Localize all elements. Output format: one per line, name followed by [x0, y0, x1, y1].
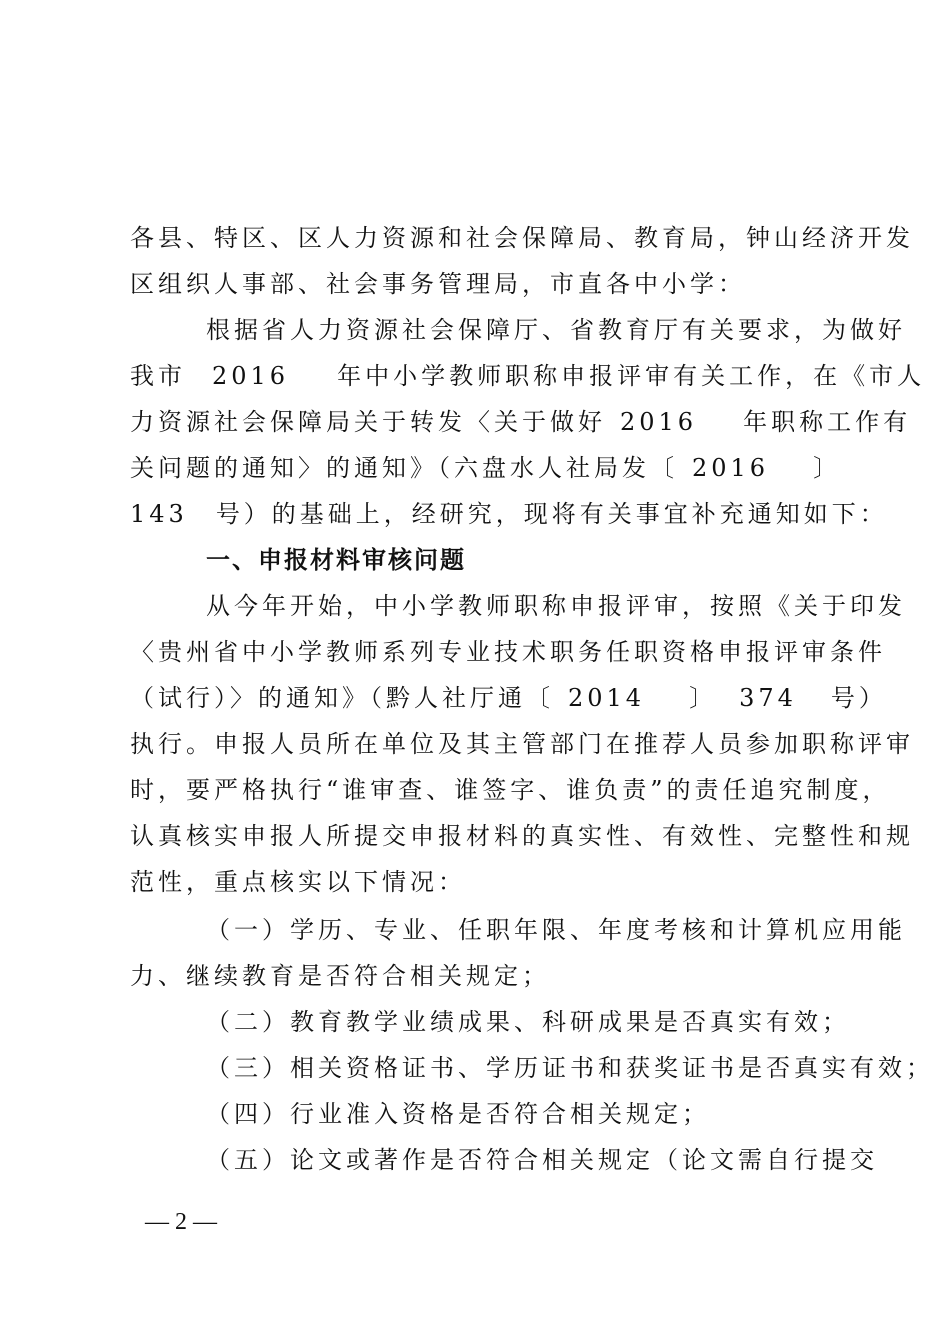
body-line-15: 范性，重点核实以下情况：: [130, 868, 466, 896]
line-6-bracket: 〕: [813, 454, 842, 482]
body-line-2: 区组织人事部、社会事务管理局，市直各中小学：: [130, 270, 746, 298]
body-line-9: 从今年开始，中小学教师职称申报评审，按照《关于印发: [206, 592, 906, 620]
line-4-part-1: 我市: [130, 362, 186, 390]
body-line-10: 〈贵州省中小学教师系列专业技术职务任职资格申报评审条件: [130, 638, 886, 666]
section-heading: 一、申报材料审核问题: [206, 546, 466, 574]
body-line-5: [130, 404, 911, 440]
body-line-12: 执行。申报人员所在单位及其主管部门在推荐人员参加职称评审: [130, 730, 914, 758]
body-line-3: 根据省人力资源社会保障厅、省教育厅有关要求，为做好: [206, 316, 906, 344]
line-7-number: 143: [130, 500, 188, 528]
line-11-bracket: 〕: [689, 684, 718, 712]
body-line-14: 认真核实申报人所提交申报材料的真实性、有效性、完整性和规: [130, 822, 914, 850]
line-6-part-1: 关问题的通知〉的通知》（六盘水人社局发〔: [130, 454, 678, 482]
body-line-13: 时，要严格执行“谁审查、谁签字、谁负责”的责任追究制度，: [130, 776, 891, 804]
item-2: （二）教育教学业绩成果、科研成果是否真实有效；: [206, 1008, 850, 1036]
item-4: （四）行业准入资格是否符合相关规定；: [206, 1100, 710, 1128]
item-3: （三）相关资格证书、学历证书和获奖证书是否真实有效；: [206, 1054, 934, 1082]
line-11-year: 2014: [568, 684, 646, 712]
line-11-number: 374: [739, 684, 797, 712]
line-4-year: 2016: [212, 362, 290, 390]
line-5-year: 2016: [620, 408, 698, 436]
body-line-4: [130, 358, 925, 394]
line-11-part-1: （试行）〉的通知》（黔人社厅通〔: [130, 684, 554, 712]
line-11-part-2: 号）: [830, 684, 887, 712]
item-5: （五）论文或著作是否符合相关规定（论文需自行提交: [206, 1146, 878, 1174]
body-line-7: [130, 496, 888, 532]
line-4-part-2: 年中小学教师职称申报评审有关工作，在《市人: [337, 362, 926, 390]
item-1-line-2: 力、继续教育是否符合相关规定；: [130, 962, 550, 990]
body-line-11: [130, 680, 887, 716]
line-6-year: 2016: [692, 454, 770, 482]
line-5-part-2: 年职称工作有: [743, 408, 912, 436]
line-5-part-1: 力资源社会保障局关于转发〈关于做好: [130, 408, 606, 436]
page-number: — 2 —: [145, 1209, 217, 1235]
body-line-6: [130, 450, 841, 486]
item-1-line-1: （一）学历、专业、任职年限、年度考核和计算机应用能: [206, 916, 906, 944]
body-line-1: 各县、特区、区人力资源和社会保障局、教育局，钟山经济开发: [130, 224, 914, 252]
line-7-part-1: 号）的基础上，经研究，现将有关事宜补充通知如下：: [215, 500, 888, 528]
